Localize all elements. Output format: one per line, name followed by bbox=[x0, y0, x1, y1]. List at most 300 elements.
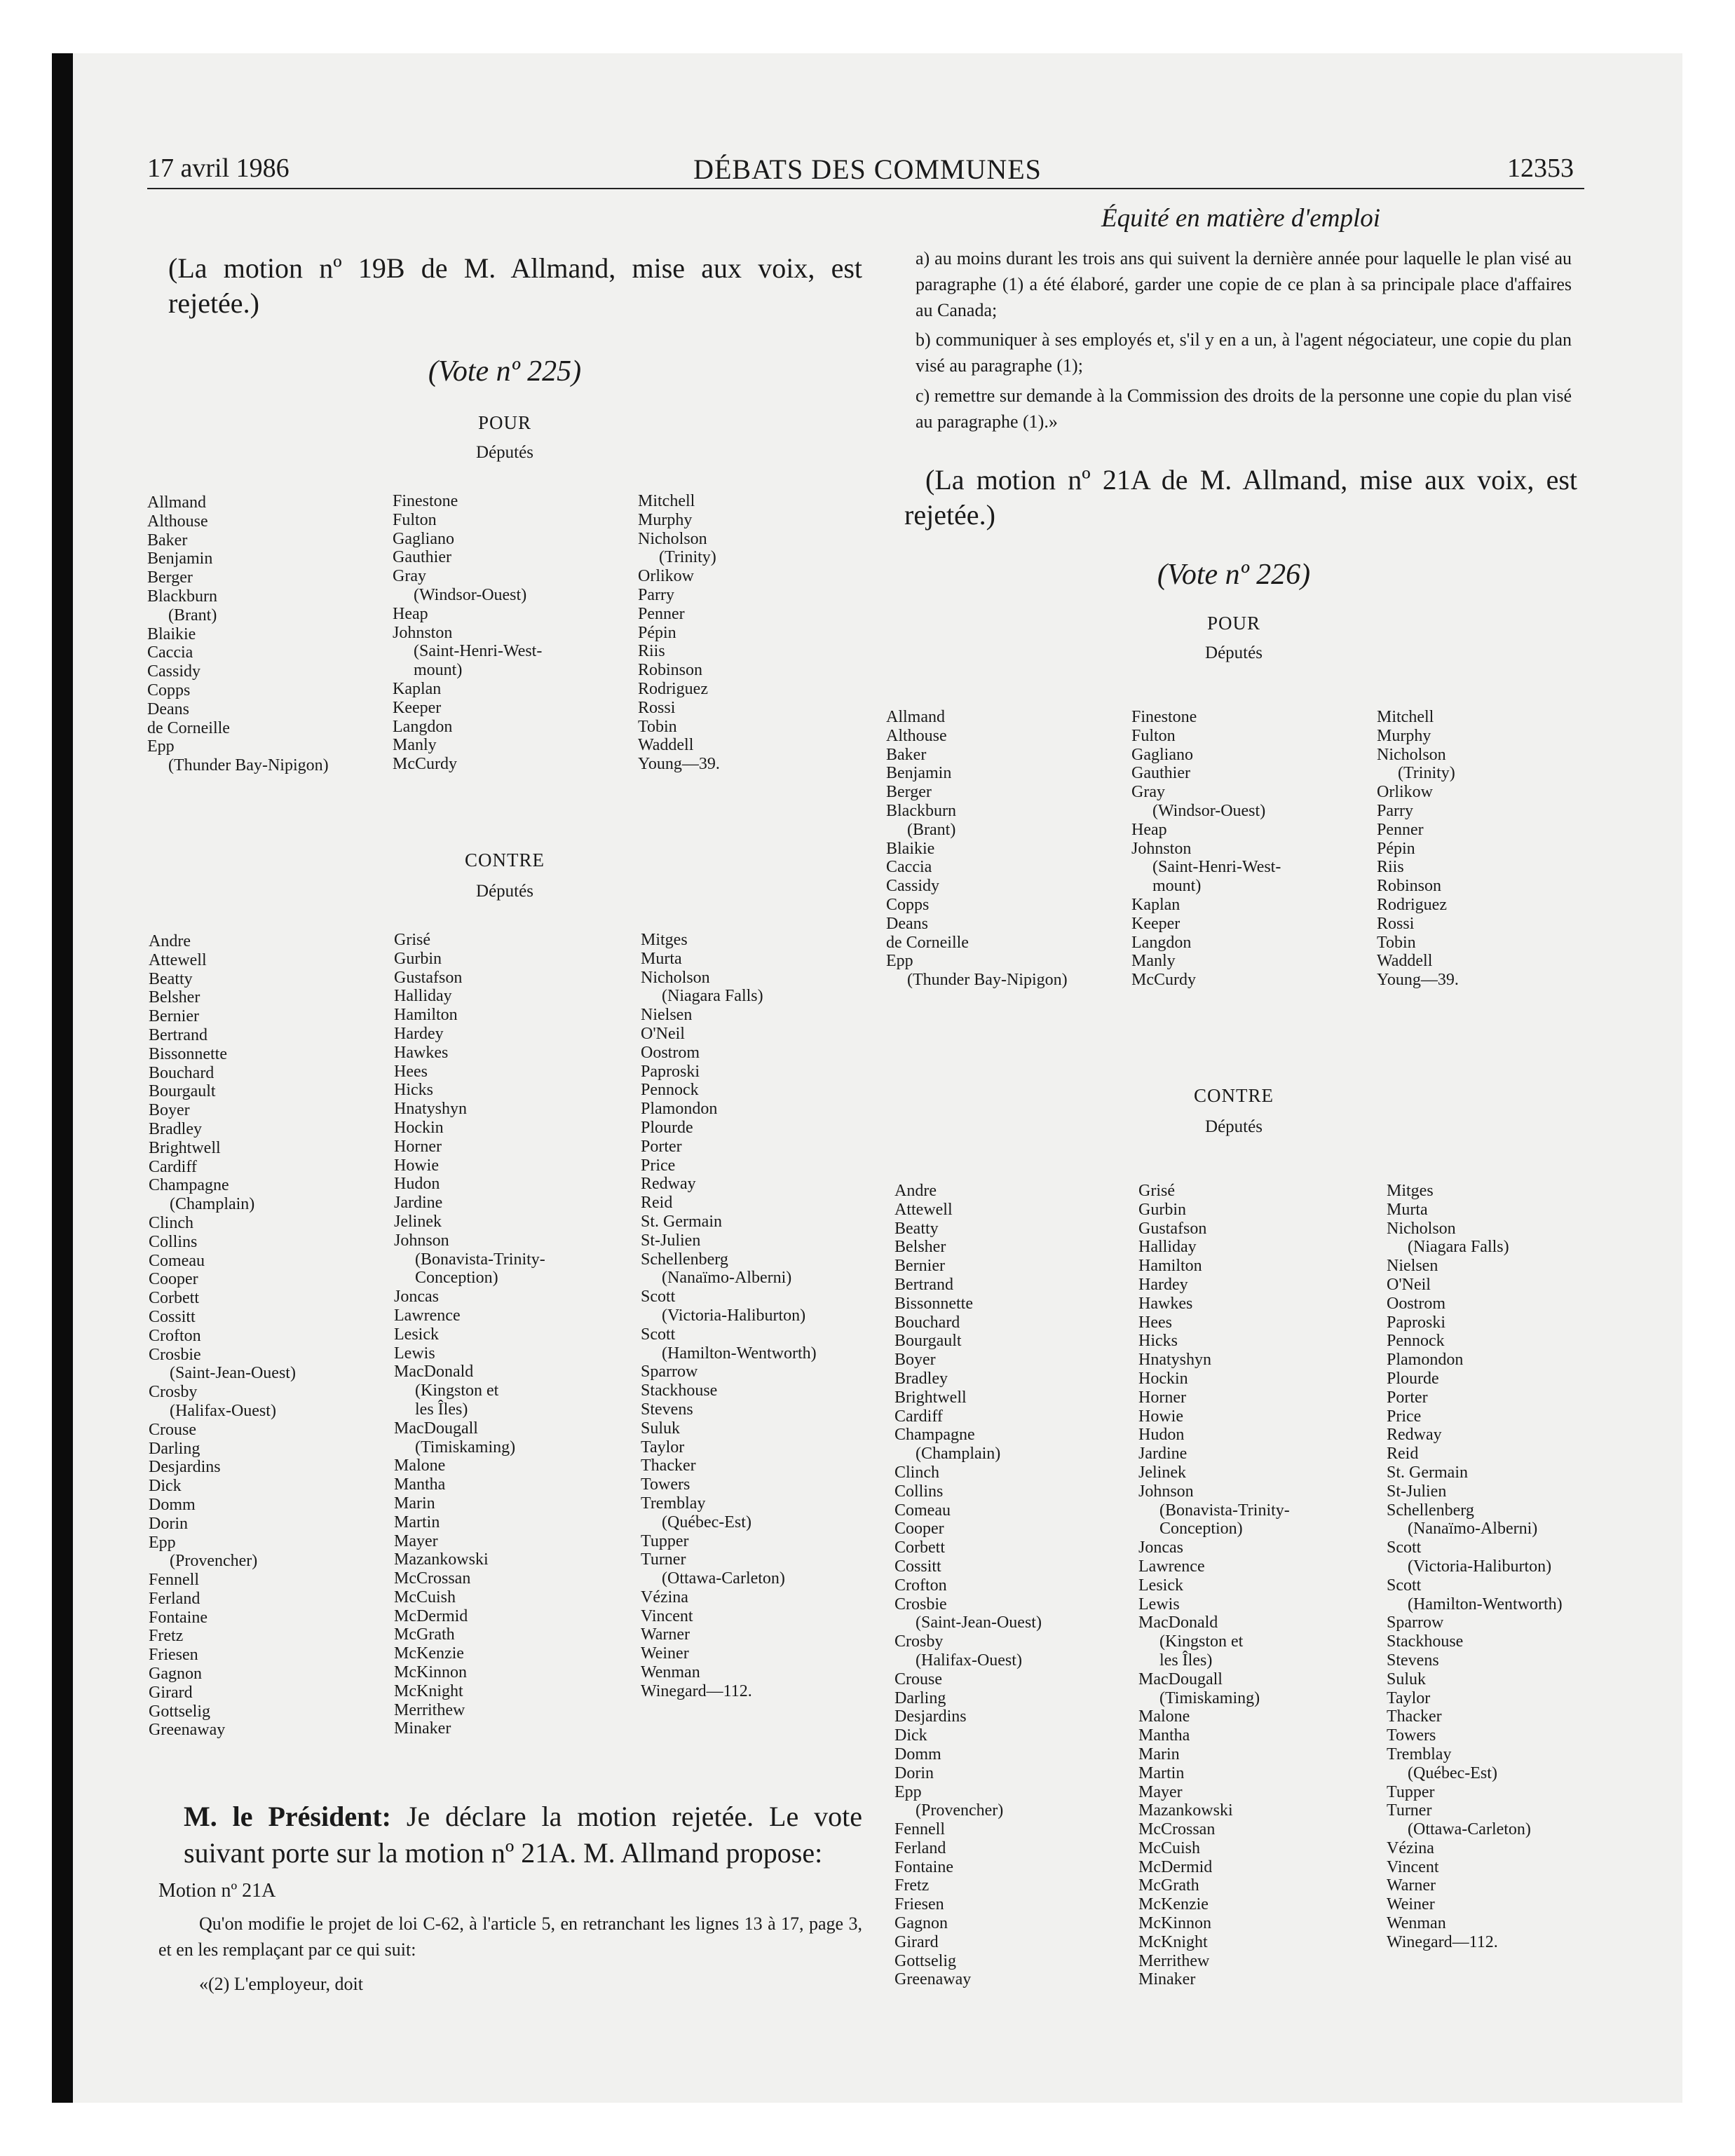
member-name: Greenaway bbox=[894, 1970, 972, 1989]
member-name: Epp bbox=[149, 1533, 176, 1552]
riding-name: (Ottawa-Carleton) bbox=[662, 1569, 785, 1588]
member-name: Epp bbox=[894, 1782, 922, 1801]
vote-226-contre-col-2 bbox=[1138, 1182, 1377, 1989]
member-name: Crouse bbox=[149, 1420, 196, 1439]
vote-226-contre-label: CONTRE bbox=[1194, 1085, 1274, 1106]
vote-226-pour-col-2 bbox=[1131, 708, 1370, 990]
riding-name: (Trinity) bbox=[659, 548, 716, 567]
member-name: Cassidy bbox=[147, 662, 201, 681]
member-name: Hockin bbox=[1138, 1369, 1188, 1388]
member-name: Nicholson bbox=[638, 529, 707, 548]
riding-name: (Halifax-Ouest) bbox=[170, 1401, 276, 1420]
member-name: Halliday bbox=[394, 987, 452, 1006]
member-name: Mayer bbox=[1138, 1782, 1183, 1801]
member-name: Langdon bbox=[1131, 933, 1192, 952]
riding-name: (Windsor-Ouest) bbox=[414, 585, 527, 604]
riding-name: (Niagara Falls) bbox=[662, 987, 763, 1006]
member-name: Bertrand bbox=[149, 1025, 207, 1044]
member-name: Bradley bbox=[149, 1119, 202, 1138]
vote-225-contre-col-1 bbox=[149, 932, 387, 1740]
binding-edge bbox=[52, 53, 73, 2103]
member-name: Crosbie bbox=[894, 1595, 947, 1613]
member-name: Mazankowski bbox=[394, 1550, 489, 1569]
member-name: MacDougall bbox=[394, 1419, 478, 1438]
clause-c: c) remettre sur demande à la Commission des droits de la personne une copie du plan visé au paragraphe (1).» bbox=[916, 386, 1572, 432]
member-name: Mitges bbox=[641, 931, 688, 949]
riding-name: (Bonavista-Trinity- bbox=[415, 1250, 545, 1269]
member-name: Fretz bbox=[894, 1876, 930, 1895]
member-name: Riis bbox=[1377, 858, 1404, 877]
member-name: McDermid bbox=[1138, 1857, 1213, 1876]
member-name: Reid bbox=[641, 1194, 673, 1213]
member-name: McCurdy bbox=[393, 755, 457, 774]
member-name: Vincent bbox=[641, 1606, 693, 1625]
member-name: Hamilton bbox=[394, 1006, 458, 1025]
member-name: Horner bbox=[1138, 1388, 1186, 1407]
member-name: Boyer bbox=[149, 1101, 190, 1120]
riding-name: (Kingston et bbox=[415, 1381, 499, 1400]
member-name: Copps bbox=[147, 681, 191, 700]
member-name: Cardiff bbox=[149, 1157, 197, 1176]
member-name: Jelinek bbox=[1138, 1463, 1186, 1482]
member-name: Grisé bbox=[394, 931, 430, 949]
member-name: Porter bbox=[1387, 1388, 1428, 1407]
vote-226-pour-label: POUR bbox=[1206, 613, 1261, 634]
member-name: Minaker bbox=[394, 1719, 451, 1738]
riding-name: (Brant) bbox=[168, 606, 217, 625]
member-name: Penner bbox=[638, 604, 685, 623]
riding-name: (Bonavista-Trinity- bbox=[1159, 1501, 1290, 1520]
member-name: Waddell bbox=[1377, 952, 1433, 971]
member-name: Crosby bbox=[149, 1383, 198, 1402]
member-name: McCrossan bbox=[394, 1569, 471, 1588]
member-name: Hnatyshyn bbox=[394, 1100, 467, 1119]
member-name: Rodriguez bbox=[1377, 895, 1447, 914]
member-name: Minaker bbox=[1138, 1970, 1196, 1989]
member-name: Dorin bbox=[894, 1763, 934, 1782]
member-name: Jardine bbox=[394, 1194, 443, 1213]
member-name: Redway bbox=[641, 1175, 696, 1194]
member-name: Plourde bbox=[1387, 1369, 1439, 1388]
member-name: Desjardins bbox=[149, 1458, 221, 1477]
member-name: Jelinek bbox=[394, 1212, 442, 1231]
member-name: Gagliano bbox=[1131, 745, 1193, 764]
member-name: Weiner bbox=[1387, 1895, 1435, 1914]
member-name: Bradley bbox=[894, 1369, 948, 1388]
member-name: Langdon bbox=[393, 717, 453, 736]
member-name: Redway bbox=[1387, 1426, 1442, 1445]
riding-name: les Îles) bbox=[415, 1400, 468, 1419]
member-name: Hamilton bbox=[1138, 1257, 1202, 1276]
riding-name: (Trinity) bbox=[1398, 764, 1455, 783]
member-name: Tremblay bbox=[641, 1494, 706, 1513]
member-name: Domm bbox=[894, 1745, 941, 1763]
header-rule bbox=[147, 188, 1584, 189]
member-name: McKenzie bbox=[394, 1644, 464, 1663]
member-name: Penner bbox=[1377, 820, 1424, 839]
member-name: Blackburn bbox=[147, 587, 217, 606]
member-name: Reid bbox=[1387, 1445, 1419, 1464]
member-name: Weiner bbox=[641, 1644, 689, 1663]
member-name: Fulton bbox=[1131, 726, 1176, 745]
member-name: McDermid bbox=[394, 1606, 468, 1625]
member-name: Oostrom bbox=[641, 1043, 700, 1062]
vote-225-deputes-label: Députés bbox=[476, 443, 533, 462]
member-name: Turner bbox=[1387, 1801, 1432, 1820]
member-name: Fontaine bbox=[894, 1857, 953, 1876]
member-name: Marin bbox=[1138, 1745, 1180, 1763]
member-name: Gottselig bbox=[149, 1702, 210, 1721]
member-name: Johnson bbox=[1138, 1482, 1194, 1501]
member-name: Hudon bbox=[394, 1175, 440, 1194]
member-name: Gauthier bbox=[1131, 764, 1190, 783]
riding-name: (Saint-Henri-West- bbox=[1152, 858, 1281, 877]
member-name: Towers bbox=[641, 1475, 690, 1494]
member-name: Gray bbox=[1131, 783, 1165, 802]
member-name: Pennock bbox=[1387, 1332, 1445, 1351]
member-name: Jardine bbox=[1138, 1445, 1188, 1464]
member-name: Hawkes bbox=[1138, 1294, 1193, 1313]
riding-name: (Champlain) bbox=[170, 1195, 255, 1214]
member-name: Hardey bbox=[394, 1024, 444, 1043]
president-text: Je déclare la motion rejetée. Le vote suivant porte sur la motion nº 21A. M. Allmand propose: bbox=[184, 1801, 862, 1869]
riding-name: (Thunder Bay-Nipigon) bbox=[168, 756, 329, 775]
vote-226-contre-col-3 bbox=[1387, 1182, 1625, 1952]
member-name: Tobin bbox=[1377, 933, 1416, 952]
member-name: O'Neil bbox=[1387, 1275, 1431, 1294]
member-name: Tremblay bbox=[1387, 1745, 1452, 1763]
member-name: Price bbox=[641, 1156, 676, 1175]
member-name: McKnight bbox=[394, 1681, 463, 1700]
riding-name: mount) bbox=[1152, 877, 1202, 896]
riding-name: (Saint-Henri-West- bbox=[414, 642, 543, 661]
member-name: Turner bbox=[641, 1550, 686, 1569]
member-name: Hicks bbox=[1138, 1332, 1178, 1351]
member-name: Mantha bbox=[1138, 1726, 1190, 1745]
member-name: Schellenberg bbox=[1387, 1501, 1474, 1520]
member-name: Boyer bbox=[894, 1351, 936, 1370]
member-name: Bourgault bbox=[149, 1082, 216, 1101]
member-name: Cooper bbox=[894, 1520, 944, 1538]
member-name: Baker bbox=[147, 531, 188, 550]
member-name: Wenman bbox=[641, 1663, 700, 1682]
right-motion-result: (La motion nº 21A de M. Allmand, mise aux voix, est rejetée.) bbox=[904, 464, 1577, 531]
vote-226-pour-col-3 bbox=[1377, 708, 1615, 990]
member-name: Rossi bbox=[638, 698, 676, 717]
member-name: Attewell bbox=[894, 1200, 953, 1219]
member-name: Deans bbox=[886, 914, 928, 933]
member-name: Cardiff bbox=[894, 1407, 943, 1426]
member-name: Mayer bbox=[394, 1531, 438, 1550]
member-name: Crosbie bbox=[149, 1345, 201, 1364]
member-name: Greenaway bbox=[149, 1721, 226, 1740]
member-name: Bernier bbox=[894, 1257, 945, 1276]
member-name: Suluk bbox=[1387, 1670, 1427, 1688]
member-name: Scott bbox=[641, 1288, 676, 1306]
member-name: Brightwell bbox=[894, 1388, 967, 1407]
member-name: Marin bbox=[394, 1494, 435, 1513]
member-name: Crofton bbox=[894, 1576, 947, 1595]
member-name: McGrath bbox=[1138, 1876, 1199, 1895]
member-name: Heap bbox=[1131, 820, 1167, 839]
member-name: MacDonald bbox=[394, 1363, 474, 1381]
member-name: Epp bbox=[147, 737, 175, 756]
header-date: 17 avril 1986 bbox=[147, 153, 290, 183]
member-name: Taylor bbox=[1387, 1688, 1431, 1707]
president-speaker: M. le Président: bbox=[184, 1801, 391, 1832]
member-name: Gurbin bbox=[1138, 1200, 1186, 1219]
member-name: Comeau bbox=[149, 1251, 205, 1270]
member-name: Nicholson bbox=[1377, 745, 1446, 764]
member-name: McCuish bbox=[394, 1588, 456, 1606]
member-name: Dick bbox=[894, 1726, 927, 1745]
member-name: Warner bbox=[1387, 1876, 1436, 1895]
member-name: Clinch bbox=[894, 1463, 939, 1482]
vote-225-contre-deputes-label: Députés bbox=[476, 882, 533, 901]
member-name: Rossi bbox=[1377, 914, 1415, 933]
member-name: Collins bbox=[149, 1232, 198, 1251]
member-name: Scott bbox=[641, 1325, 676, 1344]
member-name: Malone bbox=[394, 1456, 446, 1475]
riding-name: (Ottawa-Carleton) bbox=[1408, 1820, 1531, 1839]
member-name: Berger bbox=[147, 568, 193, 587]
member-name: Winegard—112. bbox=[1387, 1932, 1498, 1951]
member-name: Vézina bbox=[641, 1588, 688, 1606]
member-name: Copps bbox=[886, 895, 930, 914]
member-name: McKnight bbox=[1138, 1932, 1208, 1951]
member-name: Tupper bbox=[641, 1531, 689, 1550]
riding-name: (Timiskaming) bbox=[415, 1438, 516, 1456]
riding-name: (Victoria-Haliburton) bbox=[1408, 1557, 1552, 1576]
member-name: Horner bbox=[394, 1137, 442, 1156]
riding-name: (Windsor-Ouest) bbox=[1152, 801, 1266, 820]
member-name: St. Germain bbox=[641, 1212, 722, 1231]
member-name: Orlikow bbox=[1377, 783, 1433, 802]
vote-225-title: (Vote nº 225) bbox=[428, 355, 582, 388]
member-name: Tupper bbox=[1387, 1782, 1435, 1801]
vote-225-contre-label: CONTRE bbox=[465, 850, 545, 871]
riding-name: (Timiskaming) bbox=[1159, 1688, 1260, 1707]
member-name: McCrossan bbox=[1138, 1820, 1216, 1839]
member-name: Hees bbox=[1138, 1313, 1172, 1332]
member-name: Benjamin bbox=[886, 764, 952, 783]
member-name: Joncas bbox=[394, 1288, 439, 1306]
member-name: St-Julien bbox=[641, 1231, 701, 1250]
member-name: Bissonnette bbox=[894, 1294, 973, 1313]
member-name: Corbett bbox=[894, 1538, 945, 1557]
member-name: Dick bbox=[149, 1477, 182, 1496]
member-name: Suluk bbox=[641, 1419, 681, 1438]
member-name: Dorin bbox=[149, 1514, 188, 1533]
riding-name: (Champlain) bbox=[916, 1445, 1001, 1464]
riding-name: (Nanaïmo-Alberni) bbox=[662, 1269, 792, 1288]
member-name: Lewis bbox=[1138, 1595, 1180, 1613]
member-name: Domm bbox=[149, 1495, 196, 1514]
riding-name: (Brant) bbox=[907, 820, 956, 839]
member-name: Finestone bbox=[1131, 708, 1197, 726]
member-name: Caccia bbox=[147, 643, 193, 662]
member-name: Stackhouse bbox=[641, 1381, 718, 1400]
member-name: Towers bbox=[1387, 1726, 1436, 1745]
member-name: Gray bbox=[393, 567, 426, 586]
member-name: Attewell bbox=[149, 950, 207, 969]
member-name: Bouchard bbox=[894, 1313, 960, 1332]
member-name: Caccia bbox=[886, 858, 932, 877]
member-name: Kaplan bbox=[1131, 895, 1181, 914]
riding-name: (Victoria-Haliburton) bbox=[662, 1306, 806, 1325]
member-name: Murta bbox=[1387, 1200, 1428, 1219]
member-name: Martin bbox=[394, 1513, 440, 1531]
member-name: Robinson bbox=[638, 661, 703, 680]
member-name: Johnston bbox=[1131, 839, 1192, 858]
member-name: Fennell bbox=[894, 1820, 945, 1839]
member-name: Nielsen bbox=[1387, 1257, 1438, 1276]
member-name: Beatty bbox=[149, 969, 193, 988]
member-name: Porter bbox=[641, 1137, 682, 1156]
vote-226-contre-deputes-label: Députés bbox=[1205, 1117, 1263, 1136]
vote-226-deputes-label: Députés bbox=[1205, 643, 1263, 662]
member-name: Lawrence bbox=[394, 1306, 461, 1325]
clause-b: b) communiquer à ses employés et, s'il y en a un, à l'agent négociateur, une copie du plan visé au paragraphe (1); bbox=[916, 329, 1572, 376]
member-name: Parry bbox=[1377, 801, 1413, 820]
member-name: Collins bbox=[894, 1482, 944, 1501]
vote-226-contre-col-1 bbox=[894, 1182, 1133, 1989]
riding-name: (Provencher) bbox=[916, 1801, 1004, 1820]
member-name: Waddell bbox=[638, 736, 694, 755]
member-name: Hnatyshyn bbox=[1138, 1351, 1211, 1370]
member-name: Howie bbox=[394, 1156, 439, 1175]
member-name: Joncas bbox=[1138, 1538, 1183, 1557]
vote-226-title: (Vote nº 226) bbox=[1157, 559, 1311, 591]
member-name: Plamondon bbox=[1387, 1351, 1464, 1370]
riding-name: (Thunder Bay-Nipigon) bbox=[907, 971, 1068, 990]
member-name: Nicholson bbox=[641, 968, 710, 987]
member-name: Friesen bbox=[149, 1646, 198, 1665]
member-name: Althouse bbox=[147, 512, 208, 531]
member-name: Ferland bbox=[149, 1589, 200, 1608]
riding-name: (Halifax-Ouest) bbox=[916, 1651, 1022, 1670]
member-name: Schellenberg bbox=[641, 1250, 728, 1269]
member-name: Plamondon bbox=[641, 1100, 718, 1119]
member-name: Murphy bbox=[1377, 726, 1431, 745]
member-name: McKenzie bbox=[1138, 1895, 1209, 1914]
member-name: Comeau bbox=[894, 1501, 951, 1520]
member-name: Darling bbox=[149, 1439, 200, 1458]
member-name: Manly bbox=[1131, 952, 1176, 971]
member-name: Nicholson bbox=[1387, 1219, 1456, 1238]
member-name: Manly bbox=[393, 736, 437, 755]
member-name: Benjamin bbox=[147, 550, 213, 568]
member-name: Robinson bbox=[1377, 877, 1442, 896]
member-name: Bissonnette bbox=[149, 1044, 227, 1063]
member-name: Gauthier bbox=[393, 548, 451, 567]
member-name: Cassidy bbox=[886, 877, 940, 896]
member-name: O'Neil bbox=[641, 1024, 685, 1043]
member-name: Fennell bbox=[149, 1571, 199, 1590]
motion-21a-text: Qu'on modifie le projet de loi C-62, à l'article 5, en retranchant les lignes 13 à 17, page 3, et en les remplaçant par ce qui suit: bbox=[158, 1913, 862, 1960]
member-name: McKinnon bbox=[394, 1663, 467, 1682]
member-name: Nielsen bbox=[641, 1006, 693, 1025]
member-name: Cossitt bbox=[149, 1307, 196, 1326]
member-name: Heap bbox=[393, 604, 428, 623]
member-name: Wenman bbox=[1387, 1914, 1446, 1933]
member-name: Vézina bbox=[1387, 1838, 1434, 1857]
riding-name: (Niagara Falls) bbox=[1408, 1238, 1509, 1257]
member-name: Lewis bbox=[394, 1344, 435, 1363]
member-name: Bourgault bbox=[894, 1332, 962, 1351]
member-name: Murphy bbox=[638, 510, 693, 529]
member-name: Hees bbox=[394, 1062, 428, 1081]
member-name: Plourde bbox=[641, 1118, 693, 1137]
member-name: Grisé bbox=[1138, 1182, 1175, 1200]
header-page-number: 12353 bbox=[1507, 153, 1574, 183]
member-name: Gurbin bbox=[394, 949, 442, 968]
member-name: McKinnon bbox=[1138, 1914, 1211, 1933]
member-name: McGrath bbox=[394, 1625, 455, 1644]
member-name: de Corneille bbox=[886, 933, 969, 952]
member-name: Mitchell bbox=[638, 492, 695, 510]
member-name: Cossitt bbox=[894, 1557, 941, 1576]
employer-line: «(2) L'employeur, doit bbox=[199, 1974, 363, 1994]
member-name: Brightwell bbox=[149, 1138, 221, 1157]
member-name: Allmand bbox=[886, 708, 945, 726]
member-name: Young—39. bbox=[1377, 971, 1459, 990]
member-name: Murta bbox=[641, 949, 682, 968]
member-name: Malone bbox=[1138, 1707, 1190, 1726]
member-name: Cooper bbox=[149, 1270, 198, 1289]
riding-name: (Kingston et bbox=[1159, 1632, 1244, 1651]
member-name: Sparrow bbox=[1387, 1613, 1444, 1632]
member-name: Althouse bbox=[886, 726, 947, 745]
clause-a: a) au moins durant les trois ans qui suivent la dernière année pour laquelle le plan visé au paragraphe (1) a été élaboré, garder une copie de ce plan à sa principale place d'affaires au Canada; bbox=[916, 248, 1572, 320]
riding-name: (Québec-Est) bbox=[662, 1513, 751, 1531]
member-name: Desjardins bbox=[894, 1707, 967, 1726]
riding-name: mount) bbox=[414, 661, 463, 680]
member-name: Darling bbox=[894, 1688, 946, 1707]
vote-225-pour-col-3 bbox=[638, 492, 876, 774]
member-name: Allmand bbox=[147, 493, 206, 512]
member-name: Hawkes bbox=[394, 1043, 449, 1062]
member-name: Scott bbox=[1387, 1576, 1422, 1595]
member-name: Champagne bbox=[149, 1176, 229, 1195]
member-name: Fulton bbox=[393, 510, 437, 529]
member-name: Merrithew bbox=[394, 1700, 465, 1719]
member-name: Price bbox=[1387, 1407, 1422, 1426]
member-name: MacDonald bbox=[1138, 1613, 1218, 1632]
member-name: Lesick bbox=[394, 1325, 439, 1344]
member-name: Crofton bbox=[149, 1326, 201, 1345]
member-name: Belsher bbox=[149, 988, 200, 1007]
member-name: Fontaine bbox=[149, 1608, 207, 1627]
member-name: Halliday bbox=[1138, 1238, 1197, 1257]
member-name: Orlikow bbox=[638, 567, 694, 586]
member-name: Gagnon bbox=[894, 1914, 948, 1933]
member-name: Keeper bbox=[1131, 914, 1181, 933]
member-name: Merrithew bbox=[1138, 1951, 1210, 1970]
member-name: Scott bbox=[1387, 1538, 1422, 1557]
vote-225-contre-col-2 bbox=[394, 931, 632, 1738]
member-name: Gustafson bbox=[1138, 1219, 1207, 1238]
member-name: Hardey bbox=[1138, 1275, 1188, 1294]
member-name: Paproski bbox=[1387, 1313, 1445, 1332]
member-name: Gagliano bbox=[393, 529, 454, 548]
member-name: Finestone bbox=[393, 492, 458, 510]
vote-225-pour-label: POUR bbox=[477, 412, 532, 433]
president-statement bbox=[184, 1799, 862, 1871]
member-name: Friesen bbox=[894, 1895, 944, 1914]
member-name: Hicks bbox=[394, 1081, 433, 1100]
member-name: Lawrence bbox=[1138, 1557, 1205, 1576]
